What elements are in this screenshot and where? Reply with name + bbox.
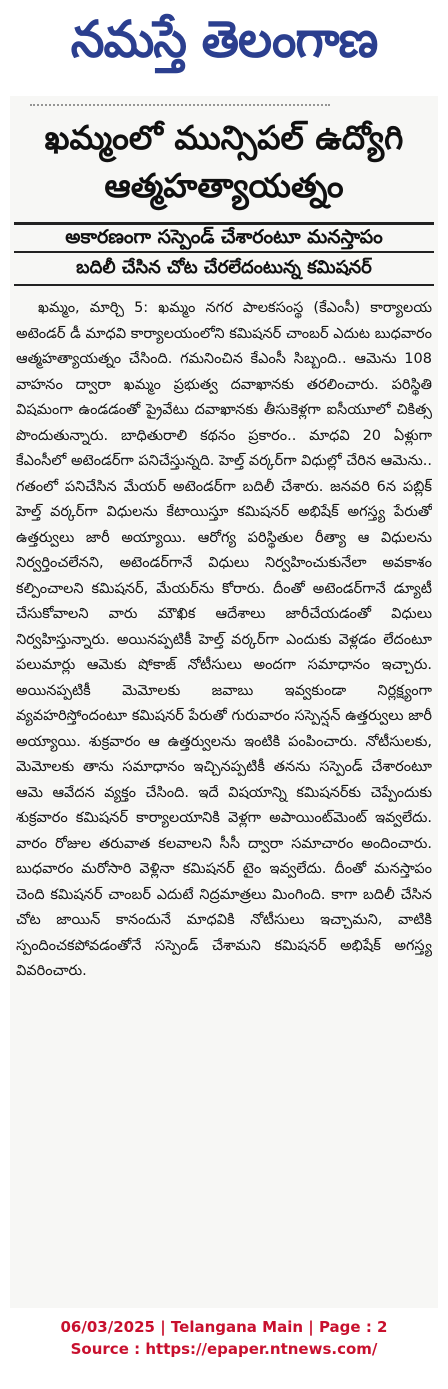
body-divider [14,284,434,286]
article-headline: ఖమ్మంలో మున్సిపల్ ఉద్యోగి ఆత్మహత్యాయత్నం [44,118,404,205]
page-footer [0,1316,448,1360]
footer-meta [0,1316,448,1338]
footer-edition: Telangana Main [170,1318,304,1336]
article-clipping [10,96,438,1308]
footer-source-label: Source : [70,1340,141,1358]
footer-page: Page : 2 [318,1318,388,1336]
newspaper-logo: నమస్తే తెలంగాణ [70,10,378,70]
article-secondary-subheadline: బదిలీ చేసిన చోట చేరలేదంటున్న కమిషనర్ [76,257,372,278]
footer-source [0,1338,448,1360]
footer-separator: | [160,1318,166,1336]
clipping-edge-divider [30,96,330,106]
footer-separator: | [308,1318,314,1336]
masthead [0,0,448,92]
subheadline-divider [14,251,434,253]
footer-source-link[interactable]: https://epaper.ntnews.com/ [145,1340,378,1358]
footer-date: 06/03/2025 [60,1318,155,1336]
article-subheadline: అకారణంగా సస్పెండ్ చేశారంటూ మనస్తాపం [65,226,383,248]
article-body: ఖమ్మం, మార్చి 5: ఖమ్మం నగర పాలకసంస్థ (కేఎంసీ) కార్యాలయ అటెండర్ డీ మాధవి కార్యాలయంలోని కమిషనర్ చాంబర్ ఎదుట బుధవారం ఆత్మహత్యాయత్నం చేసింది. గమనించిన కేఎంసీ సిబ్బంది.. ఆమెను 108 వాహనం ద్వారా ఖమ్మం ప్రభుత్వ దవాఖానకు తరలించారు. పరిస్థితి విషమంగా ఉండడంతో ప్రైవేటు దవాఖానకు తీసుకెళ్లగా ఐసీయూలో చికిత్స పొందుతున్నారు. బాధితురాలి కథనం ప్రకారం.. మాధవి 20 ఏళ్లుగా కేఎంసీలో అటెండర్‌గా పనిచేస్తున్నది. హెల్త్ వర్కర్‌గా విధుల్లో చేరిన ఆమెను.. గతంలో పనిచేసిన మేయర్ అటెండర్‌గా బదిలీ చేశారు. జనవరి 6న పబ్లిక్ హెల్త్ వర్కర్‌గా విధులను కేటాయిస్తూ కమిషనర్ అభిషేక్ అగస్త్య పేరుతో ఉత్తర్వులు జారీ అయ్యాయి. ఆరోగ్య పరిస్థితుల రీత్యా ఆ విధులను నిర్వర్తించలేనని, అటెండర్‌గానే విధులు నిర్వహించుకునేలా అవకాశం కల్పించాలని కమిషనర్, మేయర్‌ను కోరారు. దీంతో అటెండర్‌గానే డ్యూటీ చేసుకోవాలని వారు మౌఖిక ఆదేశాలు జారీచేయడంతో విధులు నిర్వహిస్తున్నారు. అయినప్పటికీ హెల్త్ వర్కర్‌గా ఎందుకు వెళ్లడం లేదంటూ పలుమార్లు ఆమెకు షోకాజ్ నోటీసులు అందగా సమాధానం ఇచ్చారు. అయినప్పటికీ మెమోలకు జవాబు ఇవ్వకుండా నిర్లక్ష్యంగా వ్యవహరిస్తోందంటూ కమిషనర్ పేరుతో గురువారం సస్పెన్షన్ ఉత్తర్వులు జారీ అయ్యాయి. శుక్రవారం ఆ ఉత్తర్వులను ఇంటికి పంపించారు. నోటీసులకు, మెమోలకు తాను సమాధానం ఇచ్చినప్పటికీ తనను సస్పెండ్ చేశారంటూ ఆమె ఆవేదన వ్యక్తం చేసింది. ఇదే విషయాన్ని కమిషనర్‌కు చెప్పేందుకు శుక్రవారం కమిషనర్ కార్యాలయానికి వెళ్లగా అపాయింట్‌మెంట్ ఇవ్వలేదు. వారం రోజుల తరువాత కలవాలని సీసీ ద్వారా సమాచారం అందించారు. బుధవారం మరోసారి వెళ్లినా కమిషనర్ టైం ఇవ్వలేదు. దీంతో మనస్తాపం చెంది కమిషనర్ చాంబర్ ఎదుటే నిద్రమాత్రలు మింగింది. కాగా బదిలీ చేసిన చోట జాయిన్ కానందునే మాధవికి నోటీసులు ఇచ్చామని, వాటికి స్పందించకపోవడంతోనే సస్పెండ్ చేశామని కమిషనర్ అభిషేక్ అగస్త్య వివరించారు. [16,300,432,979]
